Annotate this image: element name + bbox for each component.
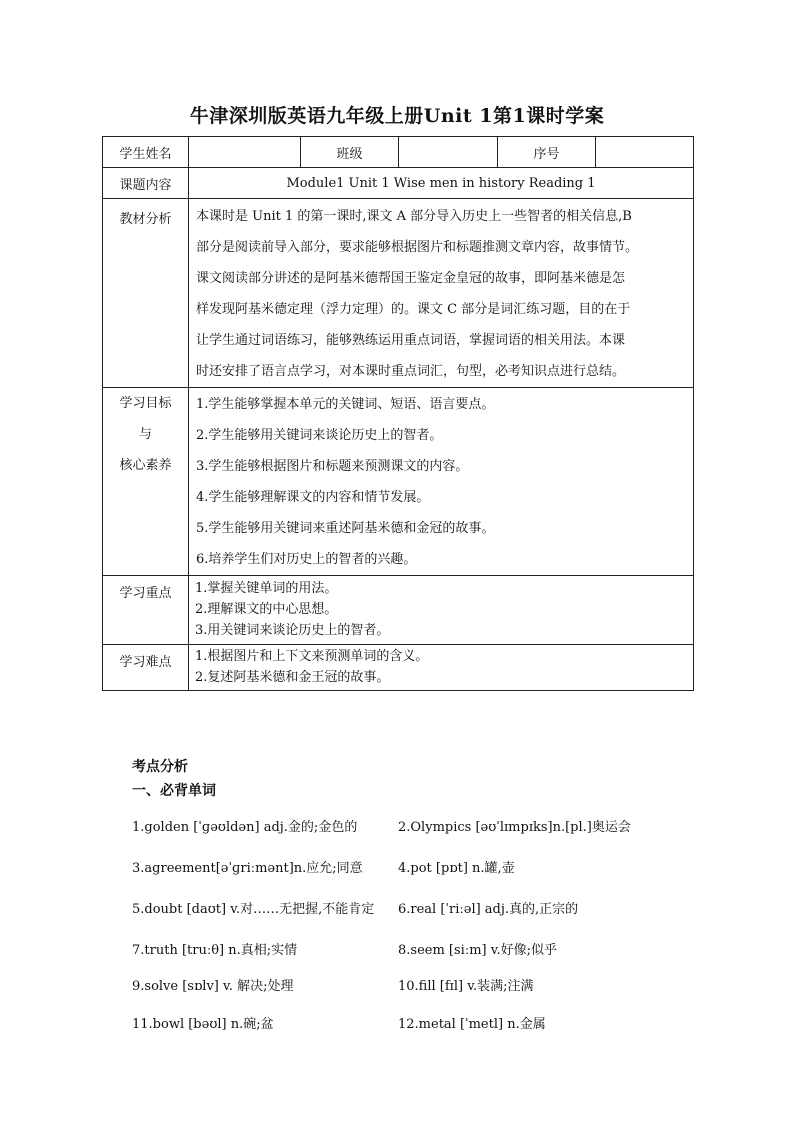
goal-item: 4.学生能够理解课文的内容和情节发展。 — [196, 490, 430, 505]
vocab-row — [132, 975, 692, 1013]
difficulties-label: 学习难点 — [103, 645, 189, 691]
vocab-row — [132, 898, 692, 939]
vocab-row — [132, 816, 692, 857]
vocab-item: 3.agreement[əˈɡriːmənt]n.应允;同意 — [132, 861, 363, 876]
analysis-line: 课文阅读部分讲述的是阿基米德帮国王鉴定金皇冠的故事，即阿基米德是怎 — [196, 271, 626, 286]
analysis-line: 样发现阿基米德定理（浮力定理）的。课文 C 部分是词汇练习题，目的在于 — [196, 302, 631, 317]
analysis-line: 本课时是 Unit 1 的第一课时,课文 A 部分导入历史上一些智者的相关信息,B — [196, 209, 632, 224]
vocab-row — [132, 1013, 692, 1054]
vocab-item: 9.solve [sɒlv] v. 解决;处理 — [132, 979, 294, 994]
key-points-label: 学习重点 — [103, 576, 189, 645]
difficulties-content — [189, 645, 694, 691]
page-title: 牛津深圳版英语九年级上册Unit 1第1课时学案 — [189, 105, 605, 127]
goals-label — [103, 388, 189, 576]
vocab-list — [132, 816, 692, 1054]
vocab-row — [132, 939, 692, 975]
student-name-field[interactable] — [189, 137, 301, 168]
difficulty-item: 1.根据图片和上下文来预测单词的含义。 — [195, 649, 429, 664]
goal-item: 2.学生能够用关键词来谈论历史上的智者。 — [196, 428, 443, 443]
seat-number-field[interactable] — [596, 137, 694, 168]
seat-number-label: 序号 — [498, 137, 596, 168]
vocab-item: 1.golden [ˈɡəʊldən] adj.金的;金色的 — [132, 820, 358, 835]
goal-item: 3.学生能够根据图片和标题来预测课文的内容。 — [196, 459, 469, 474]
class-label: 班级 — [301, 137, 399, 168]
class-field[interactable] — [399, 137, 498, 168]
goal-item: 1.学生能够掌握本单元的关键词、短语、语言要点。 — [196, 397, 495, 412]
student-name-label: 学生姓名 — [103, 137, 189, 168]
vocab-item: 12.metal [ˈmetl] n.金属 — [398, 1017, 546, 1032]
goal-item: 5.学生能够用关键词来重述阿基米德和金冠的故事。 — [196, 521, 495, 536]
goals-content — [189, 388, 694, 576]
vocab-item: 8.seem [siːm] v.好像;似乎 — [398, 943, 558, 958]
goal-item: 6.培养学生们对历史上的智者的兴趣。 — [196, 552, 417, 567]
goals-row — [103, 388, 694, 576]
topic-label: 课题内容 — [103, 168, 189, 199]
difficulty-item: 2.复述阿基米德和金王冠的故事。 — [195, 670, 390, 685]
student-info-row — [103, 137, 694, 168]
analysis-line: 部分是阅读前导入部分，要求能够根据图片和标题推测文章内容，故事情节。 — [196, 240, 639, 255]
analysis-label: 教材分析 — [103, 199, 189, 388]
goals-label-line: 学习目标 — [119, 396, 172, 411]
lesson-plan-table — [102, 136, 694, 691]
topic-row — [103, 168, 694, 199]
vocab-item: 4.pot [pɒt] n.罐,壶 — [398, 861, 515, 876]
goals-label-line: 与 — [138, 427, 152, 442]
vocab-item: 2.Olympics [əʊˈlɪmpɪks]n.[pl.]奥运会 — [398, 820, 631, 835]
vocab-item: 5.doubt [daʊt] v.对……无把握,不能肯定 — [132, 902, 375, 917]
vocab-item: 7.truth [truːθ] n.真相;实情 — [132, 943, 298, 958]
vocab-item: 11.bowl [bəʊl] n.碗;盆 — [132, 1017, 274, 1032]
vocab-item: 6.real [ˈriːəl] adj.真的,正宗的 — [398, 902, 579, 917]
key-points-row — [103, 576, 694, 645]
difficulties-row — [103, 645, 694, 691]
key-point-item: 1.掌握关键单词的用法。 — [195, 581, 338, 596]
subsection-title: 一、必背单词 — [132, 783, 216, 799]
analysis-row — [103, 199, 694, 388]
key-point-item: 2.理解课文的中心思想。 — [195, 602, 338, 617]
section-title: 考点分析 — [132, 759, 188, 775]
topic-value: Module1 Unit 1 Wise men in history Reading 1 — [189, 168, 694, 199]
analysis-content — [189, 199, 694, 388]
vocab-row — [132, 857, 692, 898]
vocab-item: 10.fill [fɪl] v.装满;注满 — [398, 979, 534, 994]
key-points-content — [189, 576, 694, 645]
analysis-line: 让学生通过词语练习，能够熟练运用重点词语，掌握词语的相关用法。本课 — [196, 333, 626, 348]
goals-label-line: 核心素养 — [119, 458, 172, 473]
key-point-item: 3.用关键词来谈论历史上的智者。 — [195, 623, 390, 638]
analysis-line: 时还安排了语言点学习，对本课时重点词汇，句型，必考知识点进行总结。 — [196, 364, 626, 379]
